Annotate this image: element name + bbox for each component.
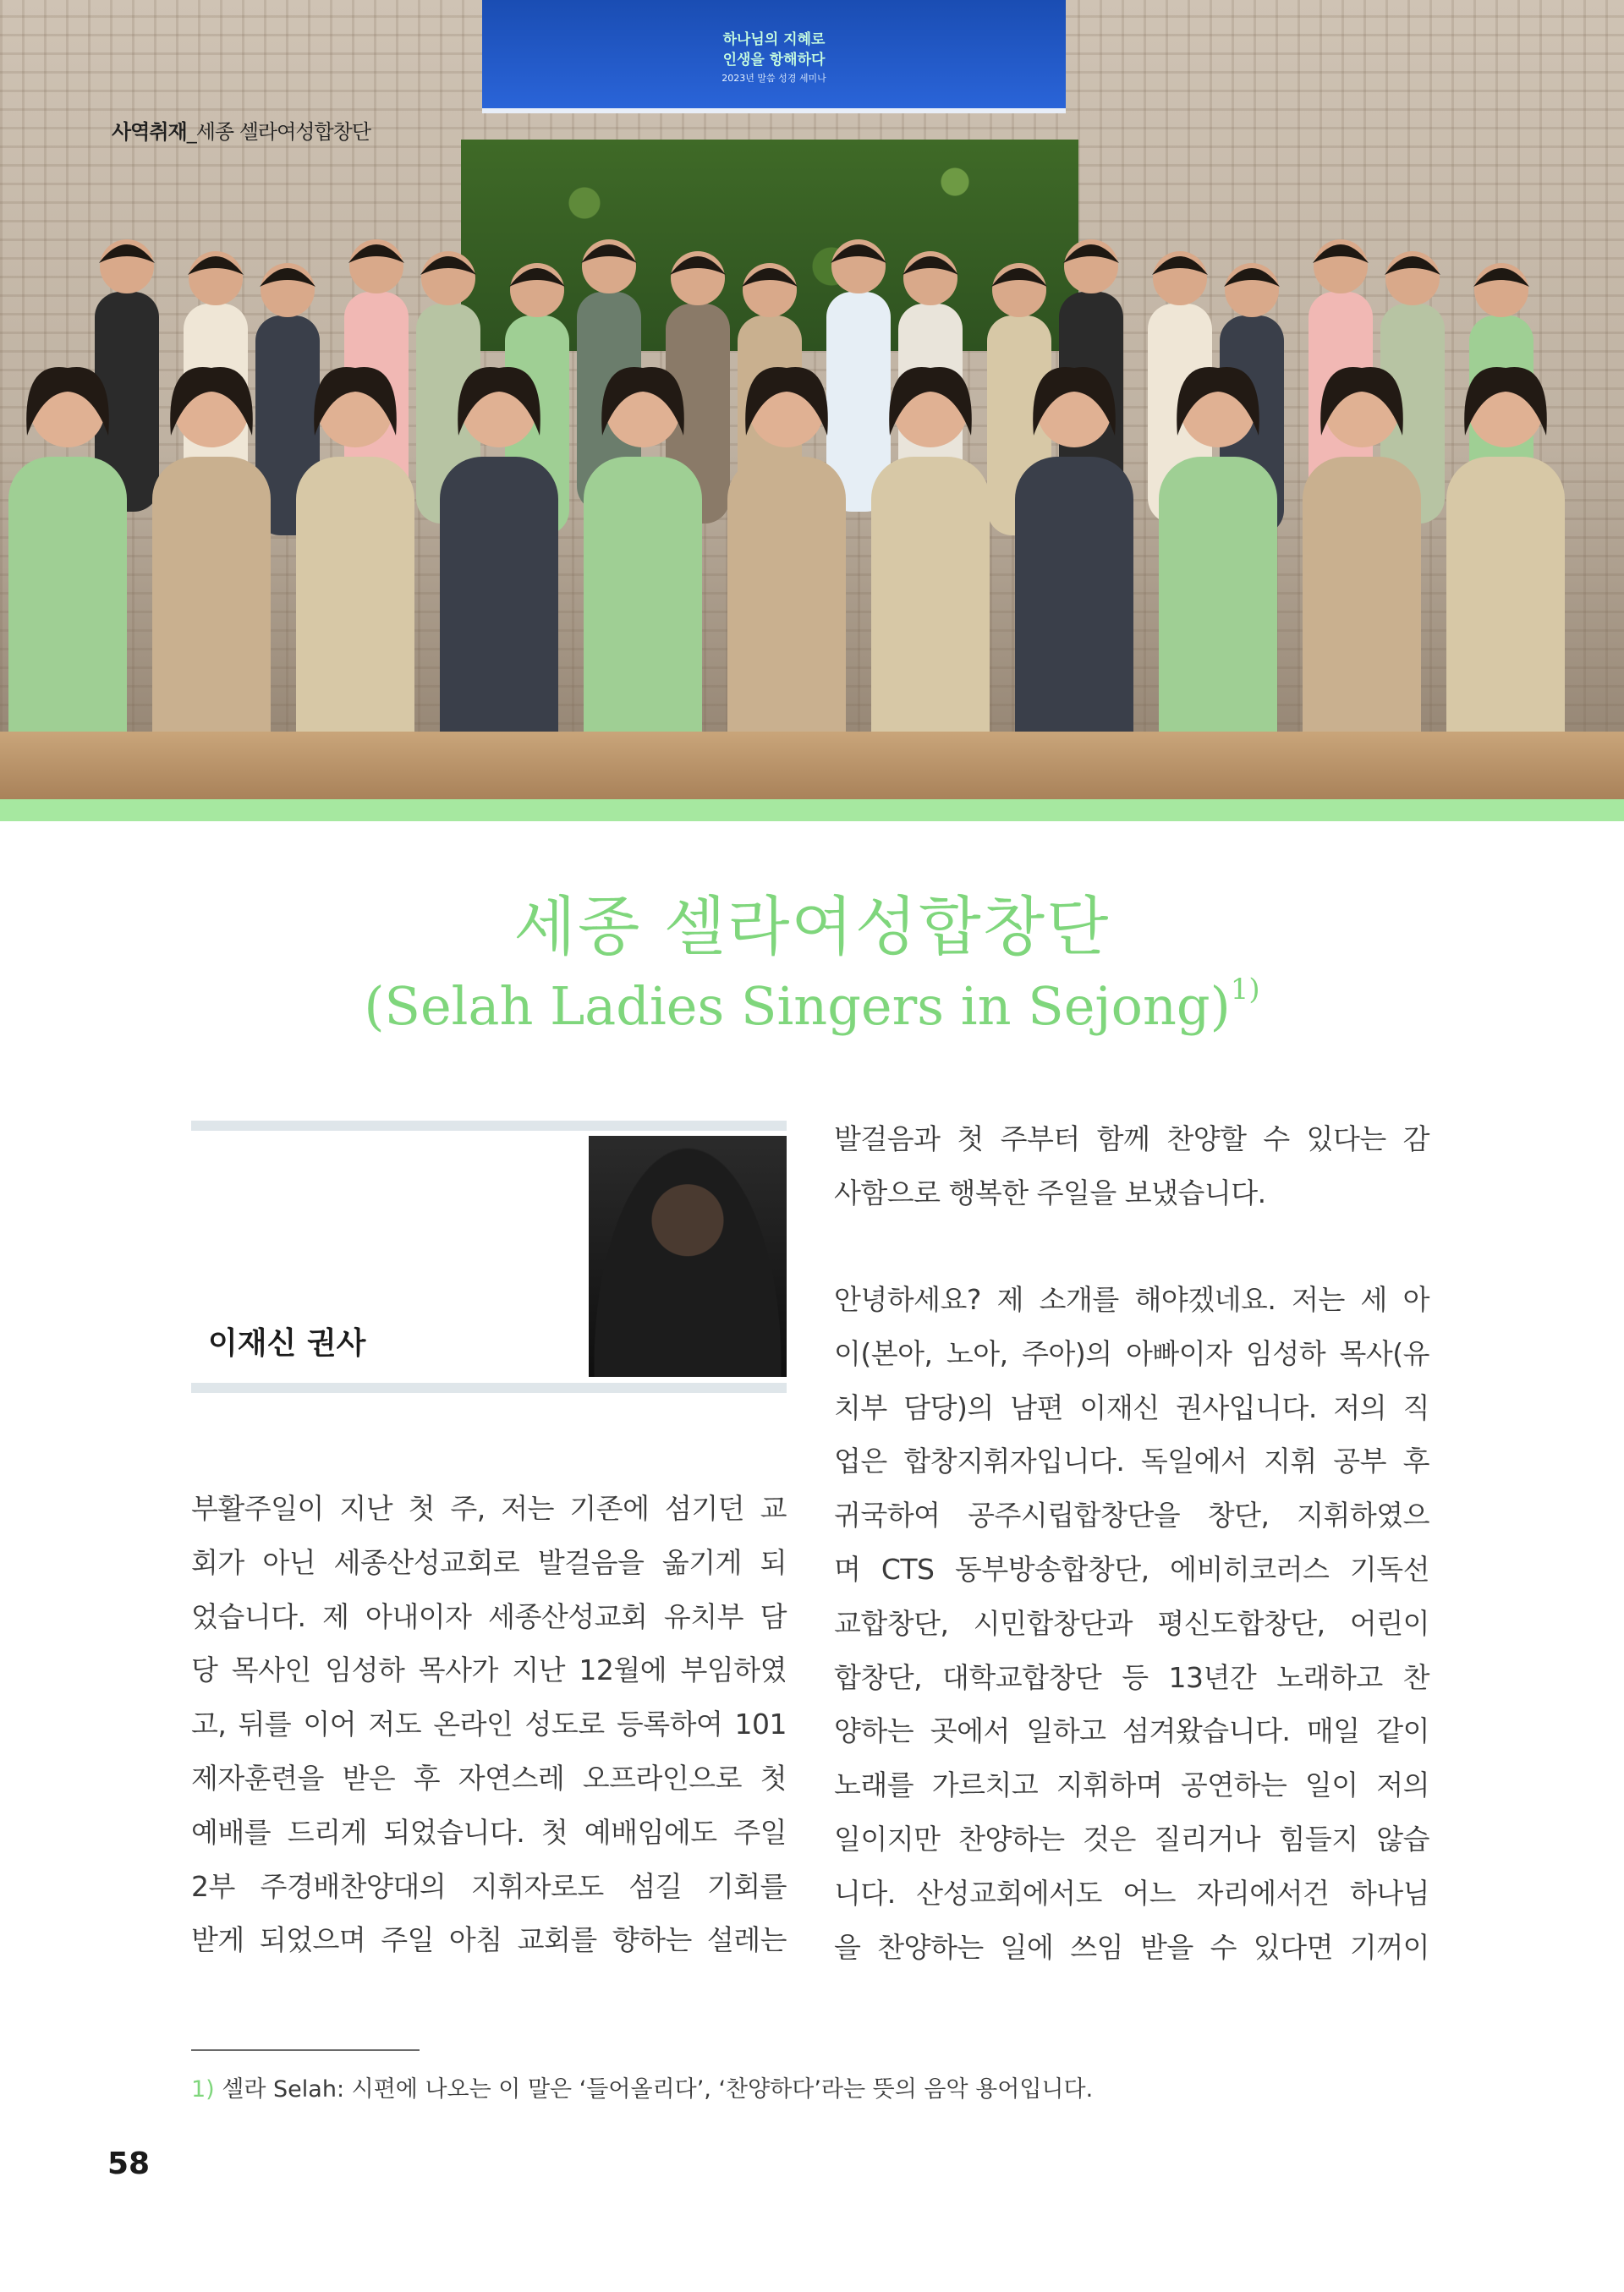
body-line: 을 찬양하는 일에 쓰임 받을 수 있다면 기꺼이	[834, 1930, 1429, 1964]
footnote-rule	[191, 2049, 420, 2051]
author-portrait	[589, 1136, 787, 1377]
body-line: 양하는 곳에서 일하고 섬겨왔습니다. 매일 같이	[834, 1714, 1429, 1748]
body-line: 안녕하세요? 제 소개를 해야겠네요. 저는 세 아	[834, 1283, 1429, 1316]
wooden-pew	[0, 732, 1624, 799]
body-line: 니다. 산성교회에서도 어느 자리에서건 하나님	[834, 1876, 1429, 1910]
article-title-english	[0, 973, 1624, 1037]
body-line: 예배를 드리게 되었습니다. 첫 예배임에도 주일	[191, 1815, 787, 1849]
title-english-text: (Selah Ladies Singers in Sejong)	[364, 975, 1231, 1037]
body-line: 2부 주경배찬양대의 지휘자로도 섬길 기회를	[191, 1869, 787, 1903]
author-name: 이재신 권사	[208, 1326, 366, 1361]
hero-photo	[0, 0, 1624, 799]
choir-group-figures	[0, 156, 1624, 799]
body-line: 고, 뒤를 이어 저도 온라인 성도로 등록하여 101	[191, 1708, 787, 1741]
body-line: 일이지만 찬양하는 것은 질리거나 힘들지 않습	[834, 1822, 1429, 1856]
screen-line-2: 인생을 항해하다	[722, 52, 826, 69]
body-line: 었습니다. 제 아내이자 세종산성교회 유치부 담	[191, 1599, 787, 1633]
body-line: 이(본아, 노아, 주아)의 아빠이자 임성하 목사(유	[834, 1336, 1429, 1370]
footnote-mark: 1)	[191, 2076, 215, 2103]
body-line: 사함으로 행복한 주일을 보냈습니다.	[834, 1176, 1266, 1209]
page-number: 58	[107, 2147, 151, 2181]
projection-screen	[482, 0, 1066, 113]
body-line: 당 목사인 임성하 목사가 지난 12월에 부임하였	[191, 1653, 787, 1687]
body-line: 업은 합창지휘자입니다. 독일에서 지휘 공부 후	[834, 1445, 1429, 1478]
author-box-top-rule	[191, 1121, 787, 1131]
body-line: 합창단, 대학교합창단 등 13년간 노래하고 찬	[834, 1660, 1429, 1694]
article-title-korean: 세종 셀라여성합창단	[513, 889, 1111, 964]
section-caption	[112, 115, 370, 145]
footnote-text: 셀라 Selah: 시편에 나오는 이 말은 ‘들어올리다’, ‘찬양하다’라는 뜻의 음악 용어입니다.	[214, 2076, 1094, 2103]
body-line: 노래를 가르치고 지휘하며 공연하는 일이 저의	[834, 1768, 1429, 1802]
green-accent-band	[0, 799, 1624, 821]
body-column-right	[834, 1273, 1429, 1974]
author-box	[191, 1121, 787, 1400]
author-box-bottom-rule	[191, 1383, 787, 1393]
title-footnote-ref: 1)	[1230, 973, 1260, 1006]
body-line: 부활주일이 지난 첫 주, 저는 기존에 섬기던 교	[191, 1492, 787, 1525]
screen-line-1: 하나님의 지혜로	[722, 31, 826, 48]
caption-section-label: 사역취재	[112, 120, 187, 144]
body-line: 며 CTS 동부방송합창단, 에비히코러스 기독선	[834, 1552, 1429, 1586]
body-line: 치부 담당)의 남편 이재신 권사입니다. 저의 직	[834, 1390, 1429, 1424]
body-line: 받게 되었으며 주일 아침 교회를 향하는 설레는	[191, 1923, 787, 1957]
body-line: 회가 아닌 세종산성교회로 발걸음을 옮기게 되	[191, 1545, 787, 1579]
body-line: 교합창단, 시민합창단과 평신도합창단, 어린이	[834, 1606, 1429, 1640]
screen-line-3: 2023년 말씀 성경 세미나	[721, 73, 826, 84]
body-column-right-continuation	[834, 1112, 1429, 1220]
footnote	[191, 2070, 1093, 2103]
body-line: 제자훈련을 받은 후 자연스레 오프라인으로 첫	[191, 1761, 787, 1795]
caption-subject: _세종 셀라여성합창단	[186, 120, 371, 144]
body-line: 발걸음과 첫 주부터 함께 찬양할 수 있다는 감	[834, 1122, 1429, 1155]
body-line: 귀국하여 공주시립합창단을 창단, 지휘하였으	[834, 1499, 1429, 1533]
body-column-left	[191, 1482, 787, 1967]
